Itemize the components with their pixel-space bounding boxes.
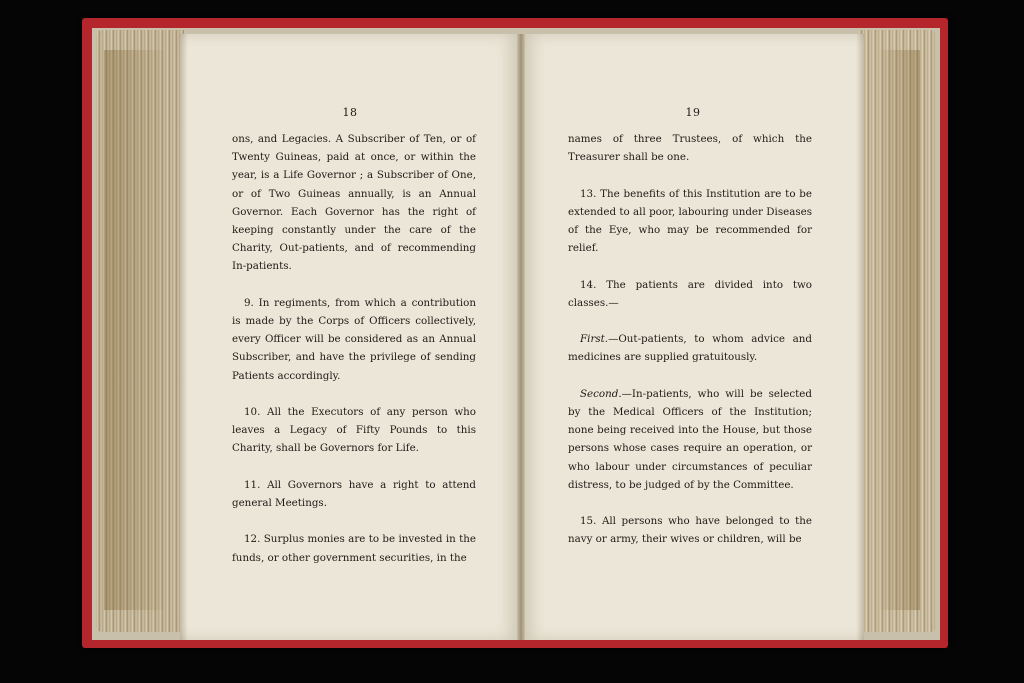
- paragraph-text: —Out-patients, to whom advice and medicines are supplied gratuitously.: [568, 333, 812, 364]
- right-page-shadow: [856, 34, 864, 640]
- paragraph: 13. The benefits of this Institution are to be extended to all poor, labouring under Diseases of the Eye, who may be recommended for relief.: [568, 187, 812, 255]
- paragraph: 11. All Governors have a right to attend general Meetings.: [232, 478, 476, 510]
- paragraph: 15. All persons who have belonged to the navy or army, their wives or children, will be: [568, 515, 812, 546]
- paragraph: 9. In regiments, from which a contribution is made by the Corps of Officers collectively, every Officer will be considered as an Annual Subscriber, and have the privilege of sending Patients accordingly.: [232, 296, 476, 382]
- paragraph: [568, 330, 812, 366]
- right-edge-stain: [880, 50, 920, 610]
- book-gutter: [517, 34, 525, 640]
- paragraph: [568, 385, 812, 494]
- left-page-number: 18: [342, 106, 358, 119]
- left-page-shadow: [180, 34, 188, 640]
- right-page: [522, 34, 864, 640]
- paragraph: 14. The patients are divided into two classes.—: [568, 278, 812, 309]
- paragraph-lead: First.: [580, 333, 609, 346]
- left-edge-stain: [104, 50, 164, 610]
- right-page-text: [568, 130, 812, 549]
- left-page-text: [232, 130, 476, 567]
- right-page-number: 19: [685, 106, 701, 119]
- paragraph: names of three Trustees, of which the Treasurer shall be one.: [568, 133, 812, 164]
- paragraph: ons, and Legacies. A Subscriber of Ten, or of Twenty Guineas, paid at once, or within the year, is a Life Governor ; a Subscriber of One, or of Two Guineas annually, is an Annual Governor. Each Governor has the right of keeping constantly under the care of the Charity, Out-patients, and of recommending In-patients.: [232, 133, 476, 273]
- left-page: [180, 34, 520, 640]
- paragraph-lead: Second.: [580, 387, 622, 400]
- paragraph-text: —In-patients, who will be selected by the Medical Officers of the Institution; none being received into the House, but those persons whose cases require an operation, or who labour under circumstances of peculiar distress, to be judged of by the Committee.: [568, 387, 812, 491]
- paragraph: 10. All the Executors of any person who leaves a Legacy of Fifty Pounds to this Charity, shall be Governors for Life.: [232, 406, 476, 455]
- paragraph: 12. Surplus monies are to be invested in the funds, or other government securities, in the: [232, 533, 476, 564]
